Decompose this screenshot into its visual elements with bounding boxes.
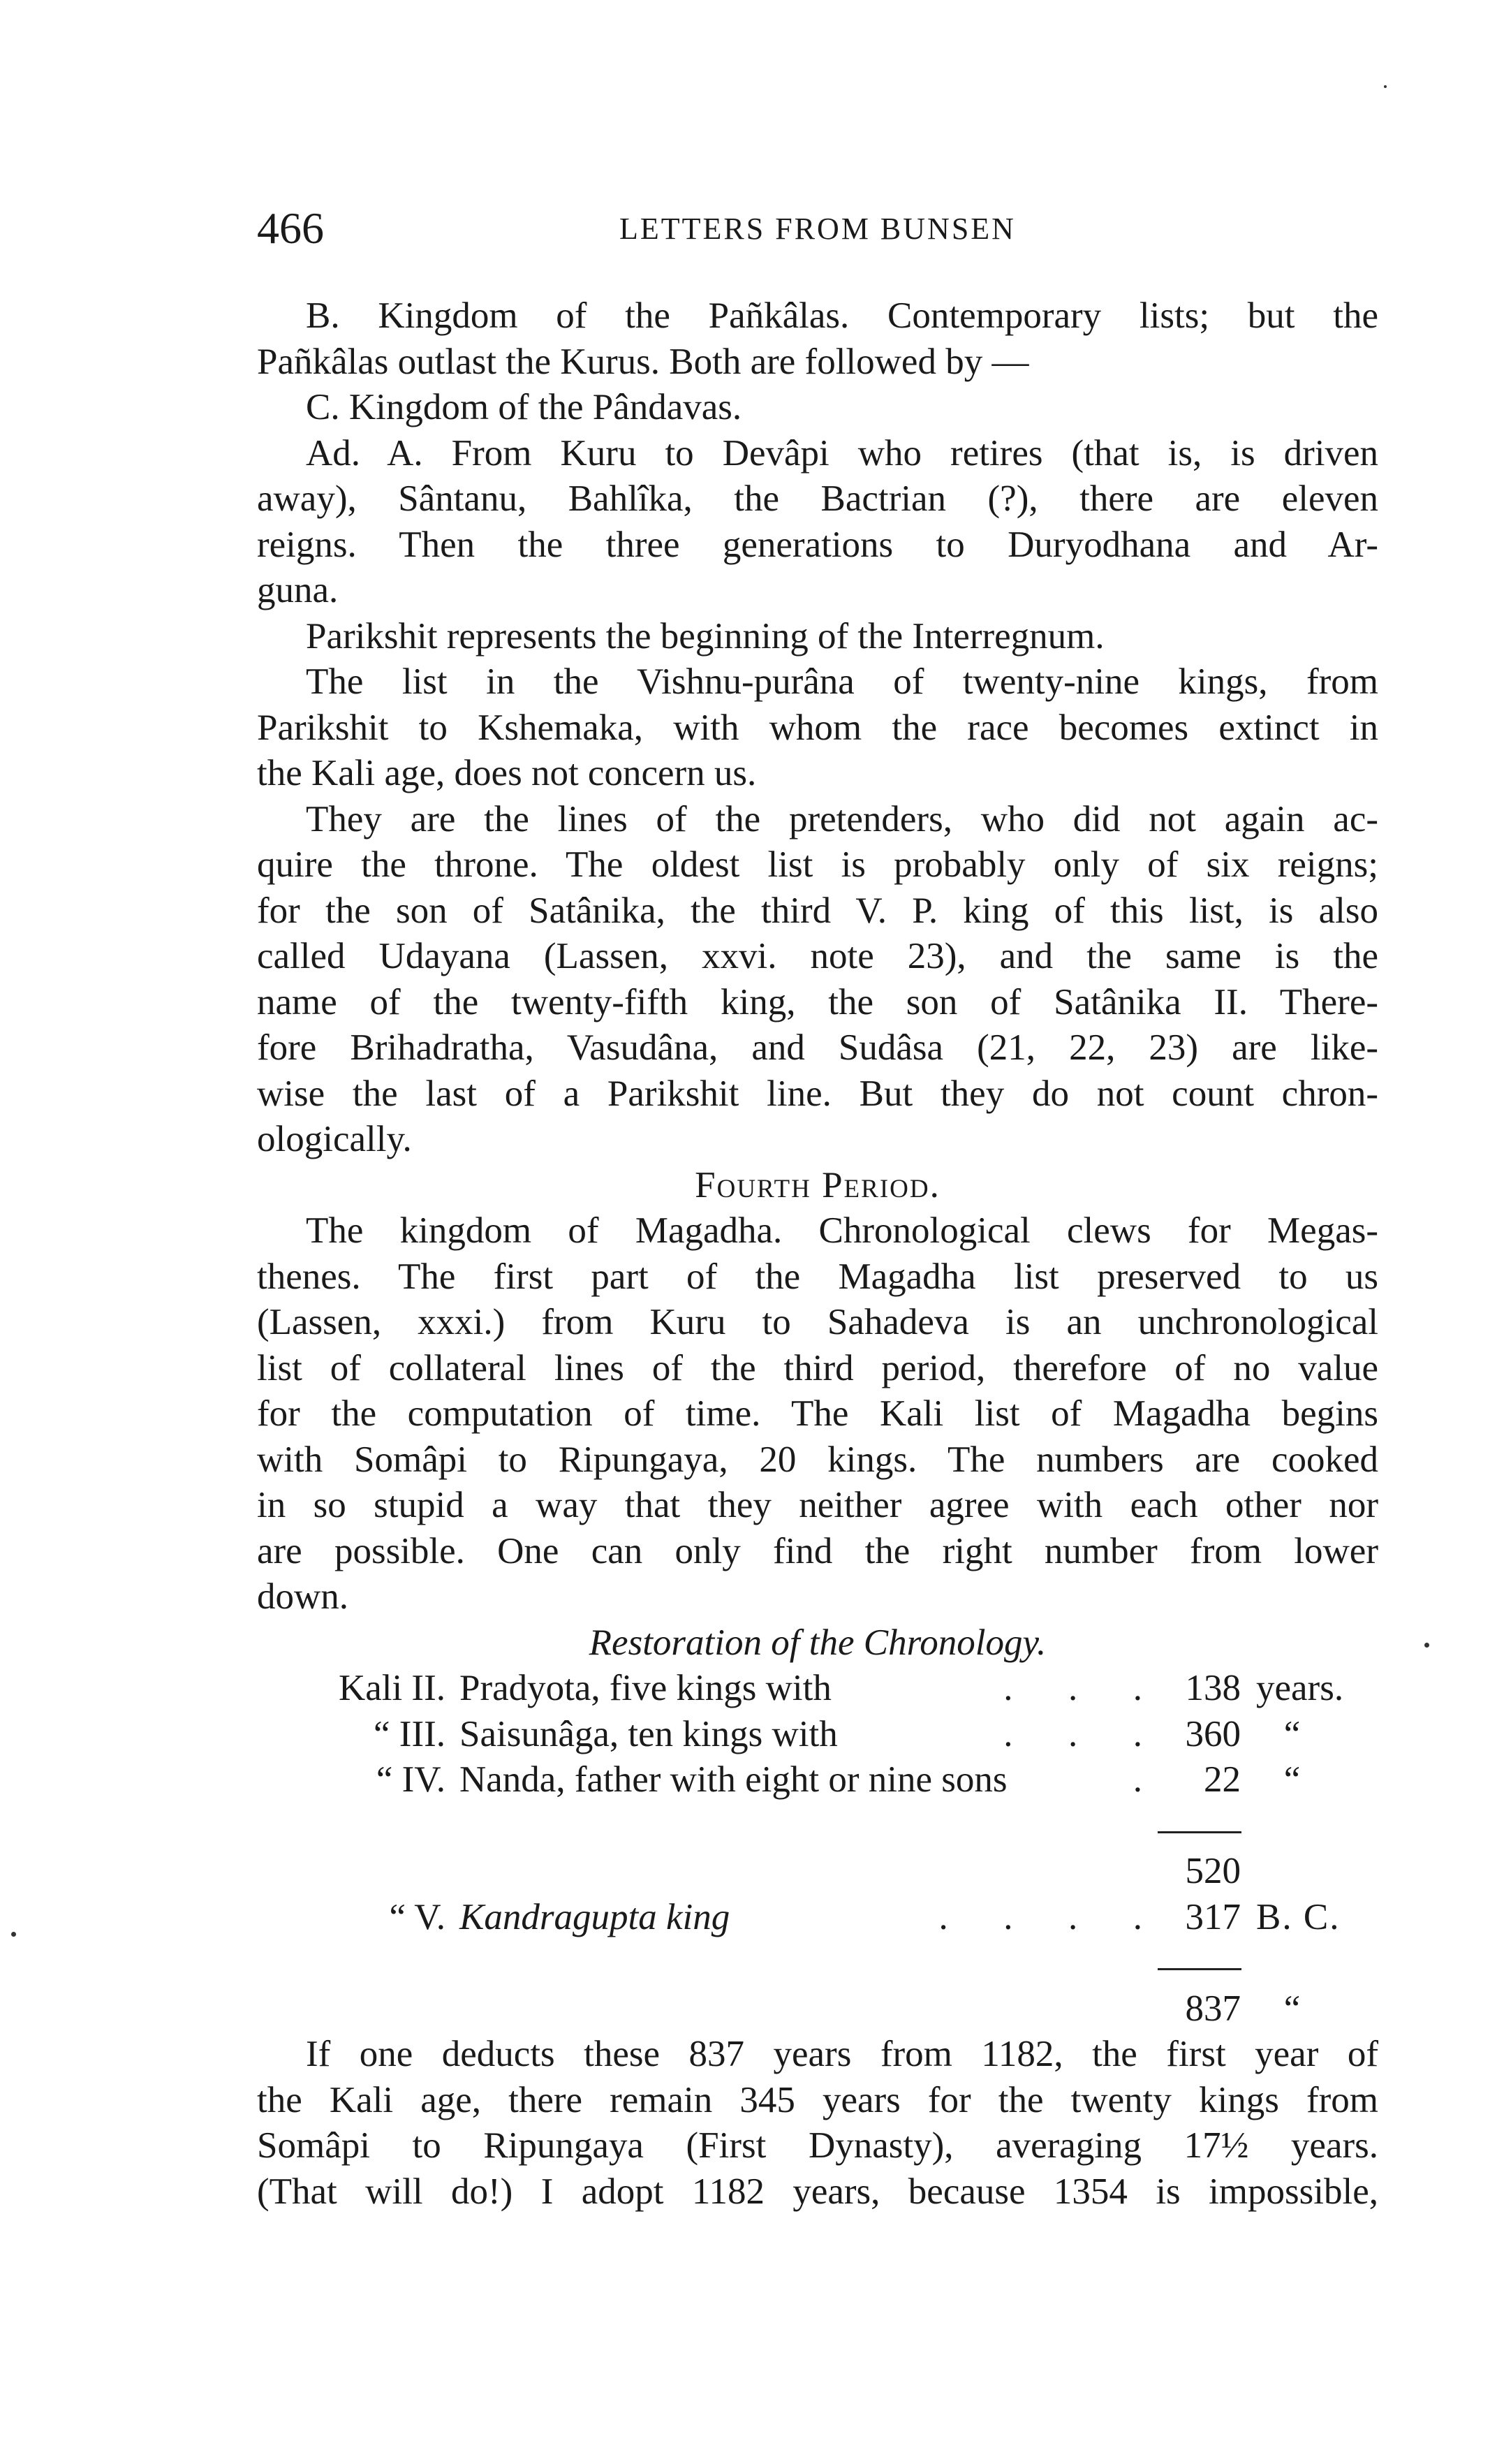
- table-row: [257, 1895, 1378, 1941]
- table-title: Restoration of the Chronology.: [589, 1622, 1047, 1663]
- text-line: the Kali age, there remain 345 years for the twenty kings from: [257, 2079, 1378, 2120]
- text-line: the Kali age, does not concern us.: [257, 753, 757, 793]
- row-leader-dots: . . .: [1003, 1668, 1142, 1708]
- page-number: 466: [257, 203, 324, 253]
- text-line: for the computation of time. The Kali list of Magadha begins: [257, 1393, 1378, 1434]
- text-line: ologically.: [257, 1119, 412, 1159]
- section-heading: Fourth Period.: [695, 1164, 941, 1205]
- row-name: Kandragupta king: [459, 1896, 730, 1937]
- text-line: for the son of Satânika, the third V. P. king of this list, is also: [257, 890, 1378, 931]
- sum-rule: [257, 1940, 1378, 1986]
- subtotal-row: [257, 1849, 1378, 1895]
- row-unit: years.: [1256, 1668, 1344, 1708]
- text-line: Parikshit to Kshemaka, with whom the race becomes extinct in: [257, 707, 1378, 748]
- text-line: down.: [257, 1576, 349, 1617]
- text-line: list of collateral lines of the third period, therefore of no value: [257, 1347, 1378, 1388]
- print-speck: [11, 1932, 16, 1937]
- total-value: 837: [1185, 1988, 1241, 2029]
- text-line: thenes. The first part of the Magadha list preserved to us: [257, 1256, 1378, 1297]
- print-speck: [1384, 85, 1387, 88]
- subtotal-value: 520: [1185, 1851, 1241, 1891]
- sum-rule: [257, 1803, 1378, 1849]
- section-third-period-text: [257, 293, 1378, 1163]
- text-line: Parikshit represents the beginning of the Interregnum.: [306, 615, 1105, 657]
- row-prefix: “ V.: [389, 1896, 445, 1937]
- text-line: C. Kingdom of the Pândavas.: [306, 387, 742, 427]
- row-prefix: Kali II.: [338, 1668, 445, 1708]
- row-name: Saisunâga, ten kings with: [459, 1713, 838, 1754]
- text-line: quire the throne. The oldest list is probably only of six reigns;: [257, 844, 1378, 885]
- row-name: Pradyota, five kings with: [459, 1668, 832, 1708]
- page-body: [257, 293, 1378, 2215]
- text-line: The list in the Vishnu-purâna of twenty-nine kings, from: [306, 661, 1378, 702]
- text-line: called Udayana (Lassen, xxvi. note 23), and the same is the: [257, 936, 1378, 976]
- text-line: fore Brihadratha, Vasudâna, and Sudâsa (21, 22, 23) are like-: [257, 1027, 1378, 1068]
- section-fourth-period-text: [257, 1208, 1378, 1620]
- page-header: [257, 203, 1378, 251]
- text-line: (Lassen, xxxi.) from Kuru to Sahadeva is an unchronological: [257, 1302, 1378, 1342]
- row-years: 22: [1204, 1759, 1241, 1800]
- row-name: Nanda, father with eight or nine sons: [459, 1759, 1008, 1800]
- text-line: reigns. Then the three generations to Duryodhana and Ar-: [257, 524, 1378, 565]
- text-line: away), Sântanu, Bahlîka, the Bactrian (?), there are eleven: [257, 478, 1378, 519]
- text-line: They are the lines of the pretenders, who did not again ac-: [306, 798, 1378, 839]
- text-line: If one deducts these 837 years from 1182, the first year of: [306, 2034, 1378, 2074]
- row-unit: “: [1256, 1759, 1301, 1800]
- text-line: The kingdom of Magadha. Chronological clews for Megas-: [306, 1210, 1378, 1251]
- row-years: 360: [1185, 1713, 1241, 1754]
- text-line: wise the last of a Parikshit line. But they do not count chron-: [257, 1073, 1378, 1114]
- running-title: LETTERS FROM BUNSEN: [619, 212, 1016, 246]
- text-line: with Somâpi to Ripungaya, 20 kings. The numbers are cooked: [257, 1439, 1378, 1480]
- row-unit: B. C.: [1256, 1896, 1341, 1937]
- row-leader-dots: . . .: [1003, 1713, 1142, 1754]
- text-line: B. Kingdom of the Pañkâlas. Contemporary lists; but the: [306, 295, 1378, 336]
- table-row: [257, 1757, 1378, 1803]
- row-leader-dots: . . . .: [938, 1896, 1142, 1937]
- text-line: guna.: [257, 570, 339, 610]
- text-line: in so stupid a way that they neither agree with each other nor: [257, 1485, 1378, 1525]
- text-line: Pañkâlas outlast the Kurus. Both are followed by —: [257, 341, 1029, 382]
- text-line: Somâpi to Ripungaya (First Dynasty), averaging 17½ years.: [257, 2125, 1378, 2166]
- row-prefix: “ III.: [374, 1713, 445, 1754]
- section-conclusion-text: [257, 2032, 1378, 2215]
- chronology-table: [257, 1666, 1378, 2032]
- row-leader-dots: .: [1133, 1759, 1142, 1800]
- row-years: 138: [1185, 1668, 1241, 1708]
- text-line: name of the twenty-fifth king, the son of Satânika II. There-: [257, 981, 1378, 1022]
- table-row: [257, 1712, 1378, 1758]
- total-row: [257, 1986, 1378, 2032]
- row-unit: “: [1256, 1713, 1301, 1754]
- row-years: 317: [1185, 1896, 1241, 1937]
- text-line: Ad. A. From Kuru to Devâpi who retires (that is, is driven: [306, 432, 1378, 474]
- text-line: are possible. One can only find the right number from lower: [257, 1530, 1378, 1571]
- text-line: (That will do!) I adopt 1182 years, because 1354 is impossible,: [257, 2171, 1378, 2212]
- total-unit: “: [1256, 1988, 1301, 2029]
- table-row: [257, 1666, 1378, 1712]
- print-speck: [1424, 1643, 1429, 1648]
- row-prefix: “ IV.: [376, 1759, 445, 1800]
